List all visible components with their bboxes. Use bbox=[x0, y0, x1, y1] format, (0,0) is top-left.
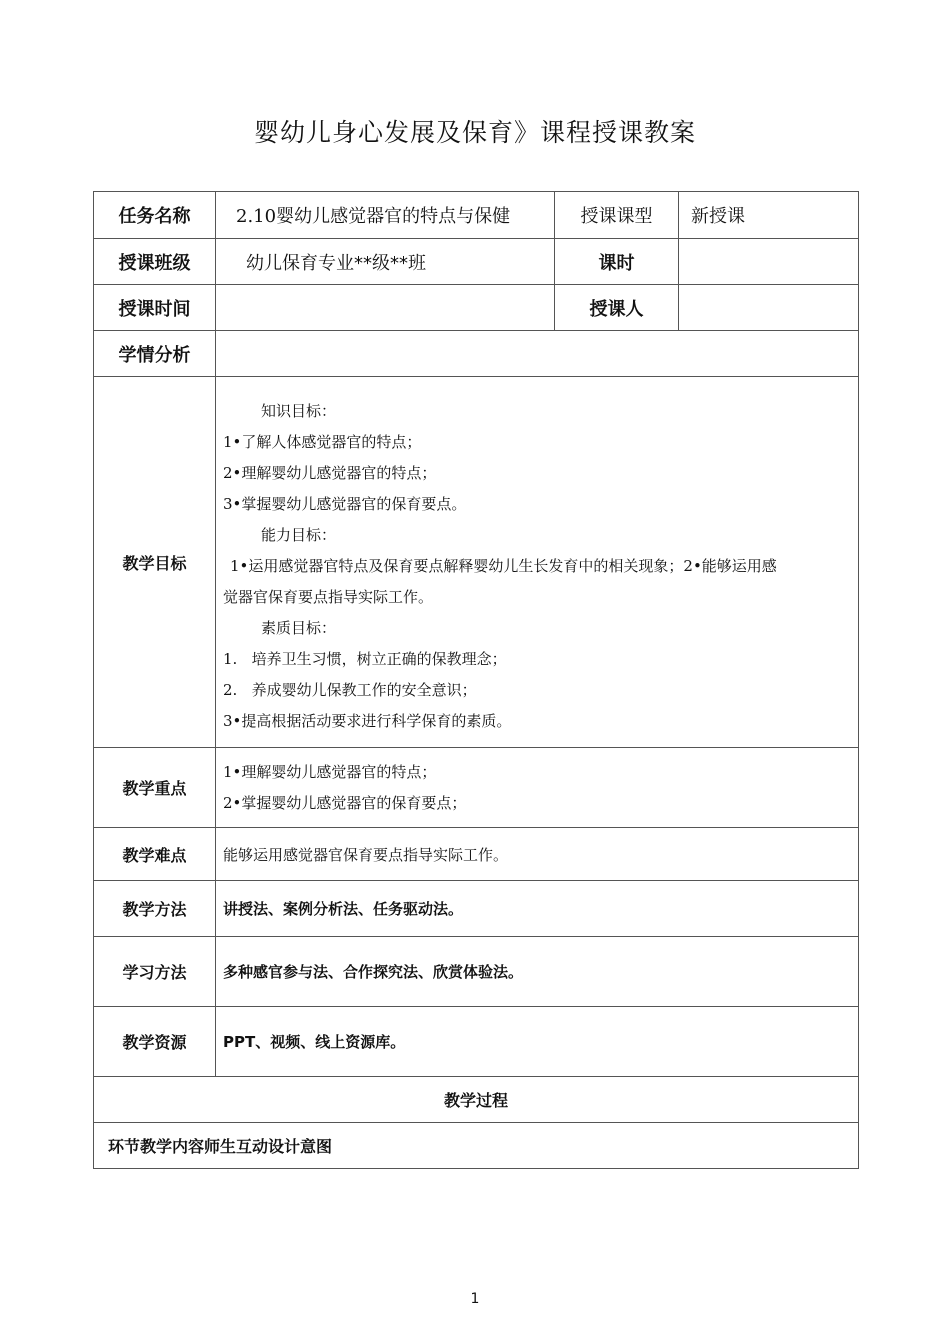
table-row bbox=[94, 748, 859, 828]
list-item: 3•掌握婴幼儿感觉器官的保育要点。 bbox=[223, 494, 467, 513]
lesson-type-label: 授课课型 bbox=[555, 192, 679, 239]
lesson-type-value: 新授课 bbox=[679, 192, 859, 239]
lesson-plan-table bbox=[93, 191, 859, 1169]
class-value: 幼儿保育专业**级**班 bbox=[216, 239, 555, 285]
list-item: 1. 培养卫生习惯，树立正确的保教理念； bbox=[223, 649, 507, 668]
hours-label: 课时 bbox=[555, 239, 679, 285]
teacher-label: 授课人 bbox=[555, 285, 679, 331]
method-label: 教学方法 bbox=[94, 881, 216, 937]
list-item: 1•了解人体感觉器官的特点； bbox=[223, 432, 422, 451]
table-row bbox=[94, 239, 859, 285]
list-item: 1•运用感觉器官特点及保育要点解释婴幼儿生长发育中的相关现象；2•能够运用感 bbox=[230, 556, 777, 575]
class-label: 授课班级 bbox=[94, 239, 216, 285]
list-item: 觉器官保育要点指导实际工作。 bbox=[223, 587, 434, 606]
table-row bbox=[94, 285, 859, 331]
quality-goal-title: 素质目标： bbox=[261, 618, 337, 637]
table-row bbox=[94, 1123, 859, 1169]
key-points-content bbox=[216, 748, 859, 828]
goals-label: 教学目标 bbox=[94, 377, 216, 748]
table-row bbox=[94, 1007, 859, 1077]
analysis-label: 学情分析 bbox=[94, 331, 216, 377]
table-row bbox=[94, 377, 859, 748]
study-method-value: 多种感官参与法、合作探究法、欣赏体验法。 bbox=[216, 937, 859, 1007]
list-item: 3•提高根据活动要求进行科学保育的素质。 bbox=[223, 711, 512, 730]
table-row bbox=[94, 192, 859, 239]
table-row bbox=[94, 331, 859, 377]
page-number: 1 bbox=[470, 1291, 480, 1307]
resource-value: PPT、视频、线上资源库。 bbox=[216, 1007, 859, 1077]
table-row bbox=[94, 828, 859, 881]
time-value bbox=[216, 285, 555, 331]
teacher-value bbox=[679, 285, 859, 331]
study-method-label: 学习方法 bbox=[94, 937, 216, 1007]
list-item: 1•理解婴幼儿感觉器官的特点； bbox=[223, 762, 437, 781]
resource-label: 教学资源 bbox=[94, 1007, 216, 1077]
process-header: 环节教学内容师生互动设计意图 bbox=[94, 1123, 859, 1169]
task-name-value: 2.10婴幼儿感觉器官的特点与保健 bbox=[216, 192, 555, 239]
hours-value bbox=[679, 239, 859, 285]
list-item: 2•理解婴幼儿感觉器官的特点； bbox=[223, 463, 437, 482]
task-name-label: 任务名称 bbox=[94, 192, 216, 239]
goals-content bbox=[216, 377, 859, 748]
key-points-label: 教学重点 bbox=[94, 748, 216, 828]
document-title: 婴幼儿身心发展及保育》课程授课教案 bbox=[253, 118, 696, 147]
knowledge-goal-title: 知识目标： bbox=[261, 401, 337, 420]
process-title: 教学过程 bbox=[94, 1077, 859, 1123]
difficulty-label: 教学难点 bbox=[94, 828, 216, 881]
table-row bbox=[94, 881, 859, 937]
table-row bbox=[94, 937, 859, 1007]
time-label: 授课时间 bbox=[94, 285, 216, 331]
analysis-value bbox=[216, 331, 859, 377]
list-item: 2. 养成婴幼儿保教工作的安全意识； bbox=[223, 680, 477, 699]
table-row bbox=[94, 1077, 859, 1123]
difficulty-value: 能够运用感觉器官保育要点指导实际工作。 bbox=[216, 828, 859, 881]
list-item: 2•掌握婴幼儿感觉器官的保育要点； bbox=[223, 793, 467, 812]
method-value: 讲授法、案例分析法、任务驱动法。 bbox=[216, 881, 859, 937]
ability-goal-title: 能力目标： bbox=[261, 525, 337, 544]
